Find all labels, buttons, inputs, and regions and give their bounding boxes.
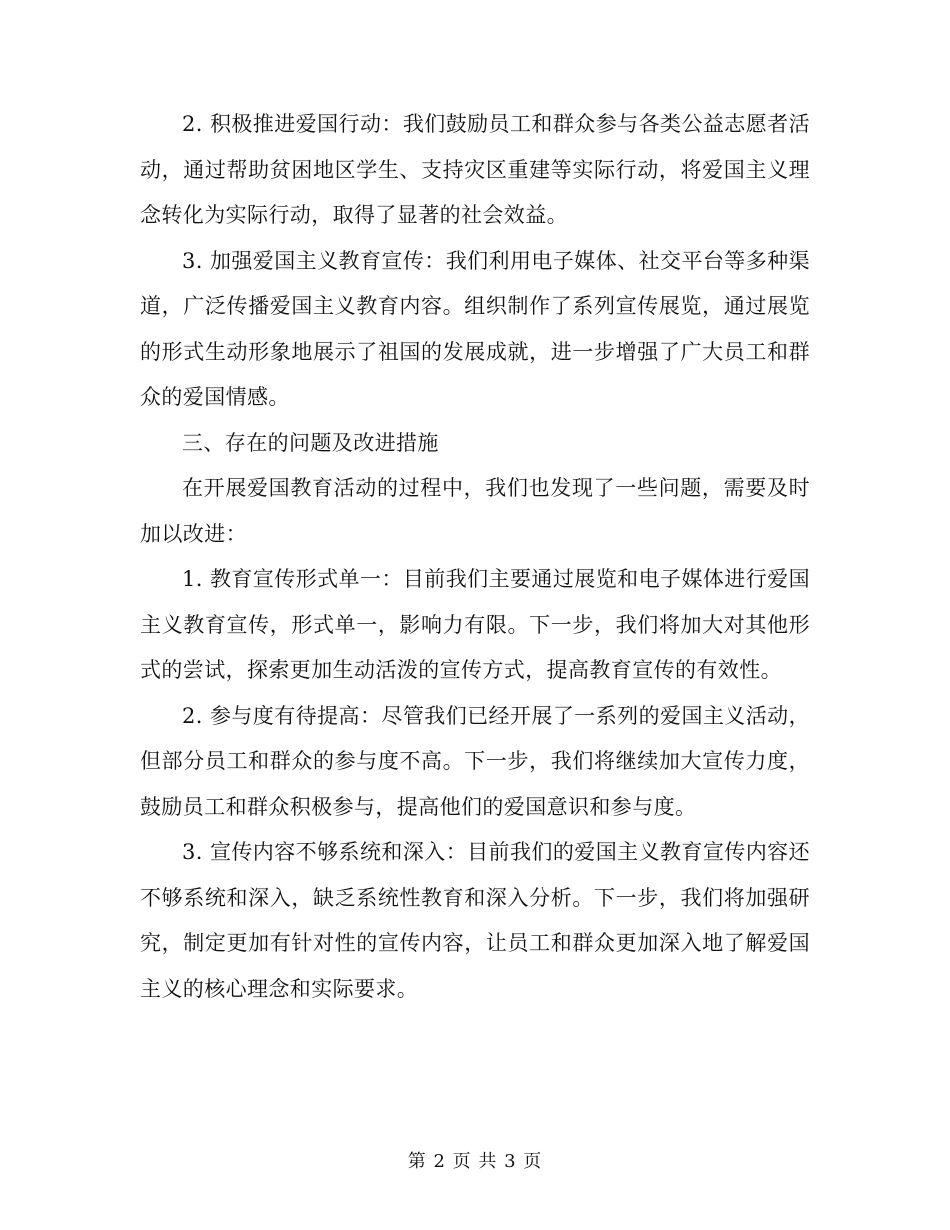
paragraph-single-form: 1. 教育宣传形式单一：目前我们主要通过展览和电子媒体进行爱国主义教育宣传，形式单一，影响力有限。下一步，我们将加大对其他形式的尝试，探索更加生动活泼的宣传方式，提高教育宣传的有效性。 bbox=[140, 567, 810, 682]
paragraph-education-publicity: 3. 加强爱国主义教育宣传：我们利用电子媒体、社交平台等多种渠道，广泛传播爱国主义教育内容。组织制作了系列宣传展览，通过展览的形式生动形象地展示了祖国的发展成就，进一步增强了广大员工和群众的爱国情感。 bbox=[140, 248, 810, 409]
paragraph-problems-intro: 在开展爱国教育活动的过程中，我们也发现了一些问题，需要及时加以改进： bbox=[140, 476, 810, 546]
paragraph-participation: 2. 参与度有待提高：尽管我们已经开展了一系列的爱国主义活动，但部分员工和群众的参与度不高。下一步，我们将继续加大宣传力度，鼓励员工和群众积极参与，提高他们的爱国意识和参与度。 bbox=[140, 703, 810, 819]
paragraph-patriotic-action: 2. 积极推进爱国行动：我们鼓励员工和群众参与各类公益志愿者活动，通过帮助贫困地区学生、支持灾区重建等实际行动，将爱国主义理念转化为实际行动，取得了显著的社会效益。 bbox=[140, 112, 810, 227]
document-body bbox=[140, 102, 810, 1012]
paragraph-content-depth: 3. 宣传内容不够系统和深入：目前我们的爱国主义教育宣传内容还不够系统和深入，缺乏系统性教育和深入分析。下一步，我们将加强研究，制定更加有针对性的宣传内容，让员工和群众更加深入地了解爱国主义的核心理念和实际要求。 bbox=[140, 840, 810, 1001]
section-heading-problems: 三、存在的问题及改进措施 bbox=[182, 430, 439, 455]
page-number-footer: 第 2 页 共 3 页 bbox=[407, 1151, 543, 1172]
